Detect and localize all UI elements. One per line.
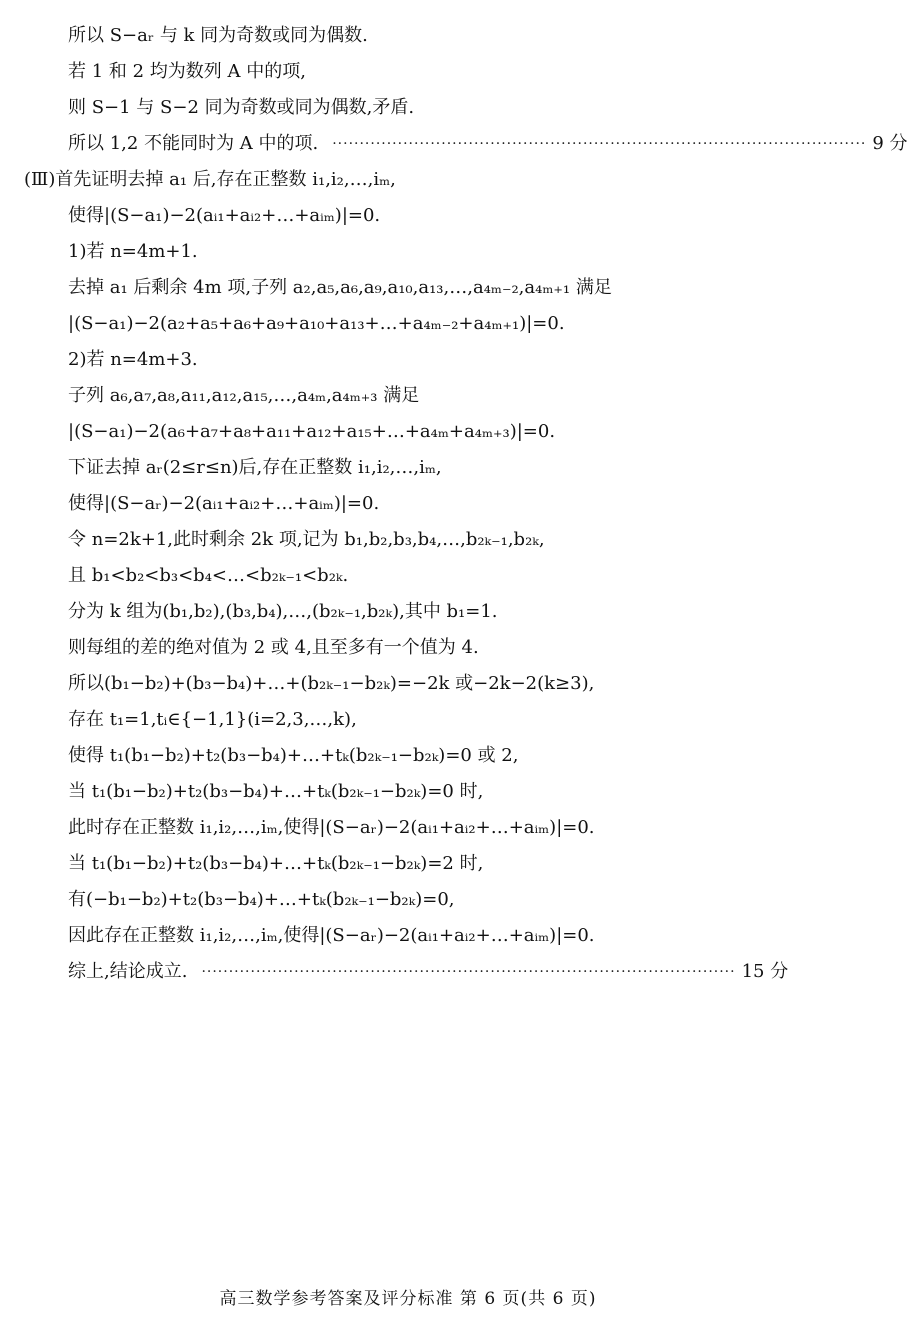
text-line: 使得 t₁(b₁−b₂)+t₂(b₃−b₄)+…+tₖ(b₂ₖ₋₁−b₂ₖ)=0 或 2, <box>68 745 519 766</box>
score-label: 15 分 <box>741 961 789 982</box>
text-line: |(S−a₁)−2(a₂+a₅+a₆+a₉+a₁₀+a₁₃+…+a₄ₘ₋₂+a₄ₘ₊₁)|=0. <box>68 313 565 334</box>
text-line: 2)若 n=4m+3. <box>68 349 198 370</box>
text-line: 使得|(S−aᵣ)−2(aᵢ₁+aᵢ₂+…+aᵢₘ)|=0. <box>68 493 380 514</box>
text-line: 当 t₁(b₁−b₂)+t₂(b₃−b₄)+…+tₖ(b₂ₖ₋₁−b₂ₖ)=0 时, <box>68 781 484 802</box>
text-line: 此时存在正整数 i₁,i₂,…,iₘ,使得|(S−aᵣ)−2(aᵢ₁+aᵢ₂+…+aᵢₘ)|=0. <box>68 817 595 838</box>
text-line: 因此存在正整数 i₁,i₂,…,iₘ,使得|(S−aᵣ)−2(aᵢ₁+aᵢ₂+…+aᵢₘ)|=0. <box>68 925 595 946</box>
text-line: 去掉 a₁ 后剩余 4m 项,子列 a₂,a₅,a₆,a₉,a₁₀,a₁₃,…,a₄ₘ₋₂,a₄ₘ₊₁ 满足 <box>68 277 612 298</box>
text-line: 下证去掉 aᵣ(2≤r≤n)后,存在正整数 i₁,i₂,…,iₘ, <box>68 457 442 478</box>
text-line: 令 n=2k+1,此时剩余 2k 项,记为 b₁,b₂,b₃,b₄,…,b₂ₖ₋₁,b₂ₖ, <box>68 529 545 550</box>
text-line: 存在 t₁=1,tᵢ∈{−1,1}(i=2,3,…,k), <box>68 709 357 730</box>
text-line: 子列 a₆,a₇,a₈,a₁₁,a₁₂,a₁₅,…,a₄ₘ,a₄ₘ₊₃ 满足 <box>68 385 420 406</box>
text-line: 则每组的差的绝对值为 2 或 4,且至多有一个值为 4. <box>68 637 479 658</box>
page-footer: 高三数学参考答案及评分标准 第 6 页(共 6 页) <box>219 1289 597 1309</box>
text-line: 所以(b₁−b₂)+(b₃−b₄)+…+(b₂ₖ₋₁−b₂ₖ)=−2k 或−2k−2(k≥3), <box>68 673 595 694</box>
text-line: |(S−a₁)−2(a₆+a₇+a₈+a₁₁+a₁₂+a₁₅+…+a₄ₘ+a₄ₘ₊₃)|=0. <box>68 421 556 442</box>
text-line: 若 1 和 2 均为数列 A 中的项, <box>68 61 306 82</box>
score-line-part2 <box>68 129 908 159</box>
section-heading: (Ⅲ)首先证明去掉 a₁ 后,存在正整数 i₁,i₂,…,iₘ, <box>24 169 396 190</box>
text-line: 使得|(S−a₁)−2(aᵢ₁+aᵢ₂+…+aᵢₘ)|=0. <box>68 205 381 226</box>
text-line: 所以 S−aᵣ 与 k 同为奇数或同为偶数. <box>68 25 368 46</box>
leader-dots: ·································································································· <box>201 964 736 980</box>
text-line: 当 t₁(b₁−b₂)+t₂(b₃−b₄)+…+tₖ(b₂ₖ₋₁−b₂ₖ)=2 时, <box>68 853 484 874</box>
text-line: 1)若 n=4m+1. <box>68 241 198 262</box>
score-line-part3 <box>68 957 789 987</box>
leader-dots: ·································································································· <box>332 136 867 152</box>
text-line: 且 b₁<b₂<b₃<b₄<…<b₂ₖ₋₁<b₂ₖ. <box>68 565 349 586</box>
text-line: 所以 1,2 不能同时为 A 中的项. <box>68 133 319 154</box>
score-label: 9 分 <box>872 133 908 154</box>
text-line: 分为 k 组为(b₁,b₂),(b₃,b₄),…,(b₂ₖ₋₁,b₂ₖ),其中 b₁=1. <box>68 601 498 622</box>
text-line: 则 S−1 与 S−2 同为奇数或同为偶数,矛盾. <box>68 97 415 118</box>
text-line: 有(−b₁−b₂)+t₂(b₃−b₄)+…+tₖ(b₂ₖ₋₁−b₂ₖ)=0, <box>68 889 455 910</box>
text-line: 综上,结论成立. <box>68 961 188 982</box>
